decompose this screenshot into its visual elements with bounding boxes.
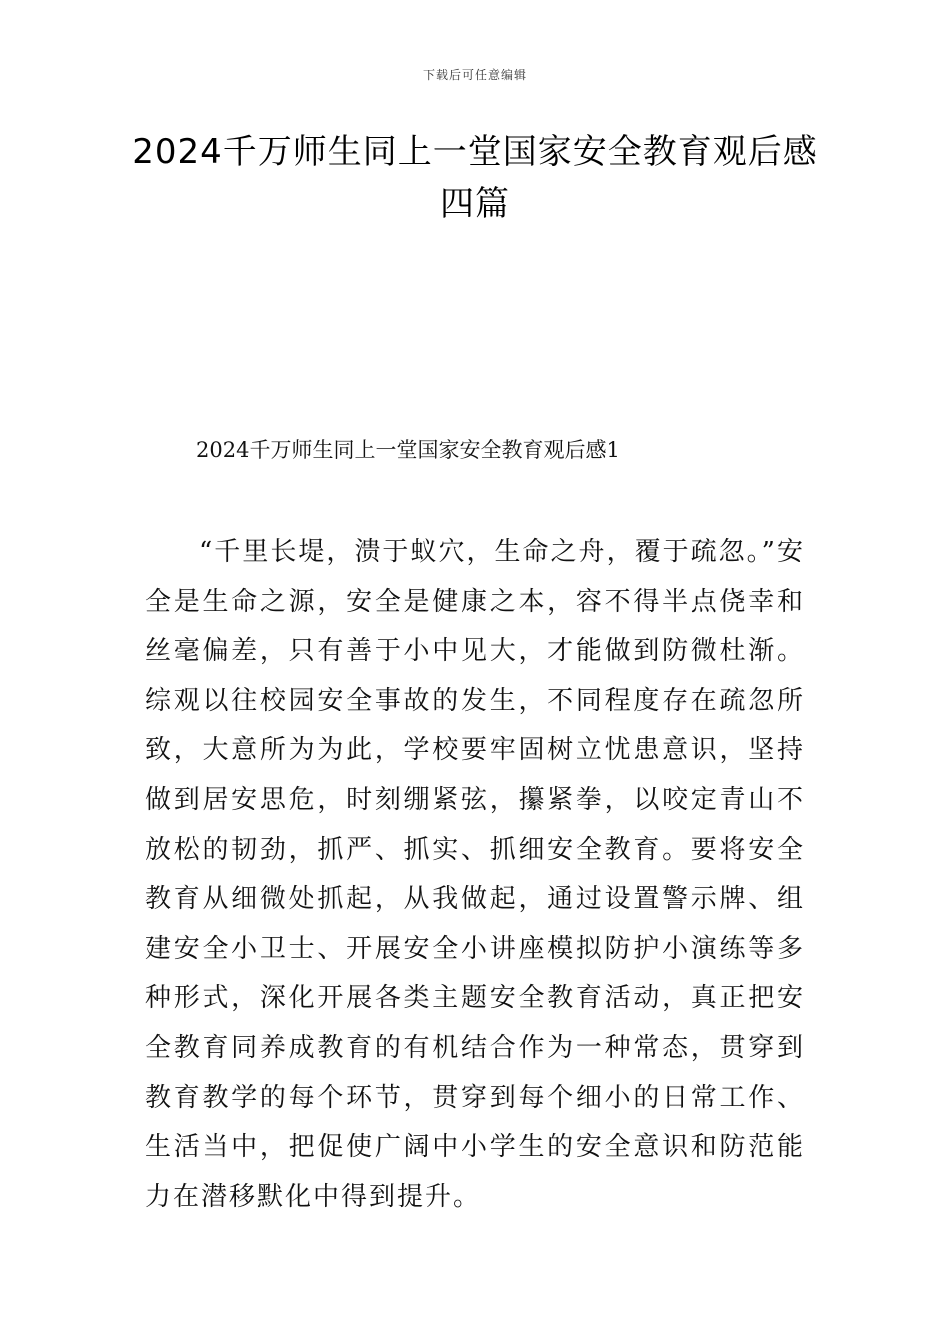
section-heading: 2024千万师生同上一堂国家安全教育观后感1 (196, 438, 620, 462)
header-note: 下载后可任意编辑 (422, 68, 527, 82)
document-title: 2024千万师生同上一堂国家安全教育观后感四篇 (132, 132, 818, 224)
body-paragraph: “千里长堤，溃于蚁穴，生命之舟，覆于疏忽。”安全是生命之源，安全是健康之本，容不得半点侥幸和丝毫偏差，只有善于小中见大，才能做到防微杜渐。综观以往校园安全事故的发生，不同程度存在疏忽所致，大意所为为此，学校要牢固树立忧患意识，坚持做到居安思危，时刻绷紧弦，攥紧拳，以咬定青山不放松的韧劲，抓严、抓实、抓细安全教育。要将安全教育从细微处抓起，从我做起，通过设置警示牌、组建安全小卫士、开展安全小讲座模拟防护小演练等多种形式，深化开展各类主题安全教育活动，真正把安全教育同养成教育的有机结合作为一种常态，贯穿到教育教学的每个环节，贯穿到每个细小的日常工作、生活当中，把促使广阔中小学生的安全意识和防范能力在潜移默化中得到提升。 (145, 537, 805, 1212)
